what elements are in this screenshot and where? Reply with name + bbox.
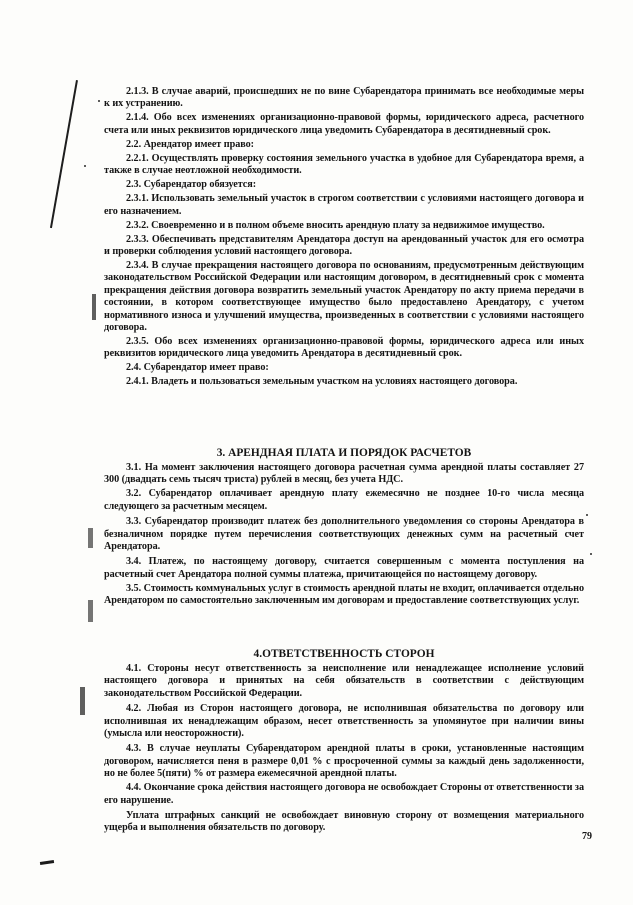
clause-2-4-1: 2.4.1. Владеть и пользоваться земельным участком на условиях настоящего договора. [126,376,518,388]
clause-2-4: 2.4. Субарендатор имеет право: [126,362,269,374]
scan-speck [98,100,100,102]
page-number: 79 [582,831,592,842]
clause-4-4: 4.4. Окончание срока действия настоящего договора не освобождает Стороны от ответственности за его нарушение. [104,782,584,806]
clause-2-3-5: 2.3.5. Обо всех изменениях организационно-правовой формы, юридического адреса или иных реквизитов юридического лица уведомить Арендатора в десятидневный срок. [104,336,584,360]
clause-2-3-1: 2.3.1. Использовать земельный участок в строгом соответствии с условиями настоящего договора и его назначением. [104,193,584,217]
clause-4-3: 4.3. В случае неуплаты Субарендатором арендной платы в сроки, установленные настоящим договором, начисляется пеня в размере 0,01 % с просроченной суммы за каждый день задолженности, но не более 5(пяти) % от размера ежемесячной арендной платы. [104,743,584,780]
scan-speck [590,553,592,555]
section-3-heading: 3. АРЕНДНАЯ ПЛАТА И ПОРЯДОК РАСЧЕТОВ [216,447,472,459]
scan-mark [80,687,85,715]
clause-2-3-3: 2.3.3. Обеспечивать представителям Арендатора доступ на арендованный участок для его осмотра и проверки соблюдения условий настоящего договора. [104,233,584,258]
clause-3-1: 3.1. На момент заключения настоящего договора расчетная сумма арендной платы составляет 27 300 (двадцать семь тысяч триста) рублей в месяц, без учета НДС. [104,462,584,486]
section-2-continuation [104,86,584,390]
clause-2-3-4: 2.3.4. В случае прекращения настоящего договора по основаниям, предусмотренным действующим законодательством Российской Федерации или настоящим договором, в десятидневный срок с момента прекращения действия договора возвратить земельный участок Арендатору по акту приема передачи в состоянии, в котором соответствующее имущество было предоставлено Арендатору, с учетом нормативного износа и улучшений имущества, произведенных в соответствии с условиями настоящего договора. [104,260,584,334]
clause-2-2: 2.2. Арендатор имеет право: [126,138,255,150]
clause-4-1: 4.1. Стороны несут ответственность за неисполнение или ненадлежащее исполнение условий настоящего договора и принятых на себя обязательств в соответствии с действующим законодательством Российской Федерации. [104,663,584,699]
clause-2-1-4: 2.1.4. Обо всех изменениях организационно-правовой формы, юридического адреса, расчетного счета или иных реквизитов юридического лица уведомить Субарендатора в десятидневный срок. [104,112,584,136]
section-4-heading: 4.ОТВЕТСТВЕННОСТЬ СТОРОН [253,648,435,660]
scan-mark [40,860,54,865]
clause-2-3-2: 2.3.2. Своевременно и в полном объеме вносить арендную плату за недвижимое имущество. [126,219,545,231]
clause-3-2: 3.2. Субарендатор оплачивает арендную плату ежемесячно не позднее 10-го числа месяца следующего за расчетным месяцем. [104,488,584,512]
clause-2-2-1: 2.2.1. Осуществлять проверку состояния земельного участка в удобное для Субарендатора время, а также в случае неотложной необходимости. [104,152,584,177]
scan-margin-stroke [50,80,78,228]
clause-3-5: 3.5. Стоимость коммунальных услуг в стоимость арендной платы не входит, оплачивается отдельно Арендатором по самостоятельно заключенным им договорам и предоставление соответствующих услуг. [104,582,584,607]
scan-speck [586,514,588,516]
clause-4-5-penalty-note: Уплата штрафных санкций не освобождает виновную сторону от возмещения материального ущерба и выполнения обязательств по договору. [104,810,584,834]
scan-speck [84,165,86,167]
clause-4-2: 4.2. Любая из Сторон настоящего договора, не исполнившая обязательства по договору или исполнившая их ненадлежащим образом, несет ответственность за упомянутое при наличии вины (умысла или неосторожности). [104,703,584,740]
clause-3-3: 3.3. Субарендатор производит платеж без дополнительного уведомления со стороны Арендатора в безналичном порядке путем перечисления соответствующих денежных сумм на расчетный счет Арендатора. [104,516,584,553]
scan-mark [88,600,93,622]
clause-2-1-3: 2.1.3. В случае аварий, происшедших не по вине Субарендатора принимать все необходимые меры к их устранению. [104,86,584,110]
clause-2-3: 2.3. Субарендатор обязуется: [126,179,257,191]
clause-3-4: 3.4. Платеж, по настоящему договору, считается совершенным с момента поступления на расчетный счет Арендатора полной суммы платежа, причитающейся по настоящему договору. [104,556,584,580]
section-3-body [104,462,584,609]
section-4-body [104,663,584,836]
scan-mark [92,294,96,320]
scan-mark [88,528,93,548]
